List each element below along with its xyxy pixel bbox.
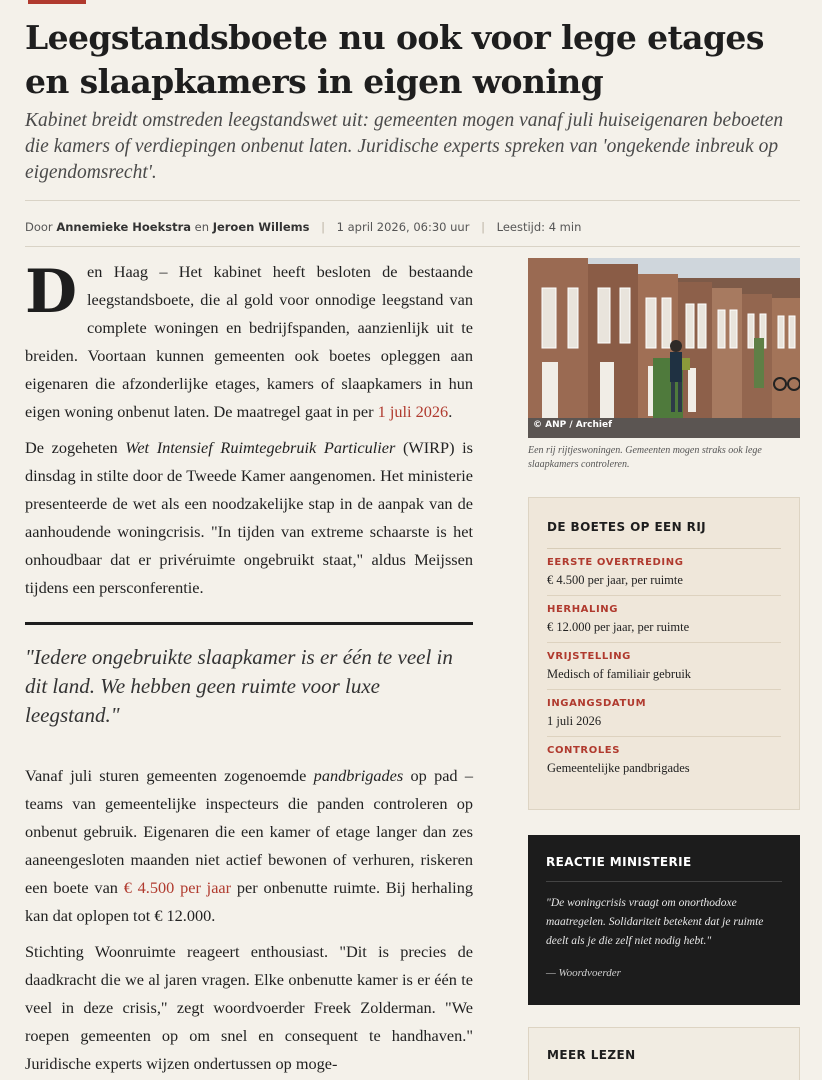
paragraph-4: Stichting Woonruimte reageert enthousiast. "Dit is precies de daadkracht die we al jaren vragen. Elke onbenutte kamer is er één te veel in deze crisis," zegt woordvoerder Freek Zolderman. "We roepen gemeenten op om snel en consequent te handhaven." Juridische experts wijzen ondertussen op moge- xyxy=(25,942,473,1073)
byline-prefix: Door xyxy=(25,220,53,234)
fact-row xyxy=(547,596,781,643)
byline-separator: | xyxy=(321,220,325,234)
paragraph-1-text: en Haag – Het kabinet heeft besloten de bestaande leegstandsboete, die al gold voor onnodige leegstand van complete woningen en bedrijfspanden, aanzienlijk uit te breiden. Voortaan kunnen gemeenten ook boetes opleggen aan eigenaren die afzonderlijke etages, kamers of slaapkamers in hun eigen woning onbenut laten. De maatregel gaat in per xyxy=(25,262,473,421)
publish-date: 1 april 2026, 06:30 uur xyxy=(336,220,470,234)
drop-cap: D xyxy=(25,257,78,327)
fact-row xyxy=(547,690,781,737)
read-more-title: MEER LEZEN xyxy=(547,1048,636,1062)
byline-separator: | xyxy=(481,220,485,234)
fact-value: 1 juli 2026 xyxy=(547,714,602,728)
fact-value: € 12.000 per jaar, per ruimte xyxy=(547,620,690,634)
fact-value: € 4.500 per jaar, per ruimte xyxy=(547,573,683,587)
reaction-attribution: — Woordvoerder xyxy=(546,967,621,979)
byline xyxy=(25,220,581,234)
paragraph-3-text-c: per onbenutte ruimte. Bij herhaling kan dat oplopen tot € 12.000. xyxy=(25,878,473,925)
pandbrigades-term: pandbrigades xyxy=(313,766,404,785)
factbox-title: DE BOETES OP EEN RIJ xyxy=(547,498,781,549)
reaction-quote: "De woningcrisis vraagt om onorthodoxe maatregelen. Solidariteit betekent dat je ruimte deelt als je die zelf niet nodig hebt." xyxy=(546,897,764,947)
photo-credit: © ANP / Archief xyxy=(533,420,613,430)
fact-key: INGANGSDATUM xyxy=(547,698,647,709)
row-houses-image xyxy=(528,258,800,438)
divider xyxy=(25,200,800,201)
photo-caption: Een rij rijtjeswoningen. Gemeenten mogen straks ook lege slaapkamers controleren. xyxy=(528,445,762,470)
byline-conj: en xyxy=(194,220,210,234)
fact-row xyxy=(547,737,781,783)
effective-date: 1 juli 2026 xyxy=(377,402,449,421)
author-link-1[interactable]: Annemieke Hoekstra xyxy=(56,220,191,234)
article-body xyxy=(25,258,473,1078)
law-name: Wet Intensief Ruimtegebruik Particulier xyxy=(125,438,396,457)
fact-key: CONTROLES xyxy=(547,745,621,756)
paragraph-3 xyxy=(25,762,473,930)
fact-value: Gemeentelijke pandbrigades xyxy=(547,761,690,775)
article-title: Leegstandsboete nu ook voor lege etages en slaapkamers in eigen woning xyxy=(25,18,764,101)
read-more-box[interactable] xyxy=(528,1027,800,1080)
section-accent-bar xyxy=(28,0,86,4)
reaction-title: REACTIE MINISTERIE xyxy=(546,835,782,882)
fact-row xyxy=(547,549,781,596)
divider xyxy=(25,246,800,247)
paragraph-1-end: . xyxy=(448,402,453,421)
paragraph-3-text-b: op pad – teams van gemeentelijke inspecteurs die panden controleren op onbenut gebruik. Eigenaren die een kamer of etage langer dan zes aaneengesloten maanden niet actief bewonen of verhuren, riskeren een boete van xyxy=(25,766,473,897)
article-photo[interactable] xyxy=(528,258,800,438)
paragraph-1 xyxy=(25,258,473,426)
fines-factbox xyxy=(528,497,800,810)
paragraph-2-text-b: (WIRP) is dinsdag in stilte door de Tweede Kamer aangenomen. Het ministerie presenteerde de wet als een noodzakelijke stap in de aanpak van de aanhoudende woningcrisis. "In tijden van extreme schaarste is het onhoudbaar dat er privéruimte ongebruikt staat," aldus Meijssen tijdens een persconferentie. xyxy=(25,438,473,597)
fine-amount: € 4.500 per jaar xyxy=(123,878,232,897)
paragraph-3-text-a: Vanaf juli sturen gemeenten zogenoemde xyxy=(25,766,314,785)
fact-key: EERSTE OVERTREDING xyxy=(547,557,684,568)
article-lede: Kabinet breidt omstreden leegstandswet uit: gemeenten mogen vanaf juli huiseigenaren beboeten die kamers of verdiepingen onbenut laten. Juridische experts spreken van 'ongekende inbreuk op eigendomsrecht'. xyxy=(25,110,784,183)
ministry-reaction-box xyxy=(528,835,800,1005)
pull-quote: "Iedere ongebruikte slaapkamer is er één te veel in dit land. We hebben geen ruimte voor luxe leegstand." xyxy=(25,622,473,730)
fact-key: VRIJSTELLING xyxy=(547,651,631,662)
paragraph-2 xyxy=(25,434,473,602)
reading-time: Leestijd: 4 min xyxy=(496,220,582,234)
fact-value: Medisch of familiair gebruik xyxy=(547,667,692,681)
fact-row xyxy=(547,643,781,690)
paragraph-2-text-a: De zogeheten xyxy=(25,438,126,457)
author-link-2[interactable]: Jeroen Willems xyxy=(212,220,310,234)
fact-key: HERHALING xyxy=(547,604,619,615)
